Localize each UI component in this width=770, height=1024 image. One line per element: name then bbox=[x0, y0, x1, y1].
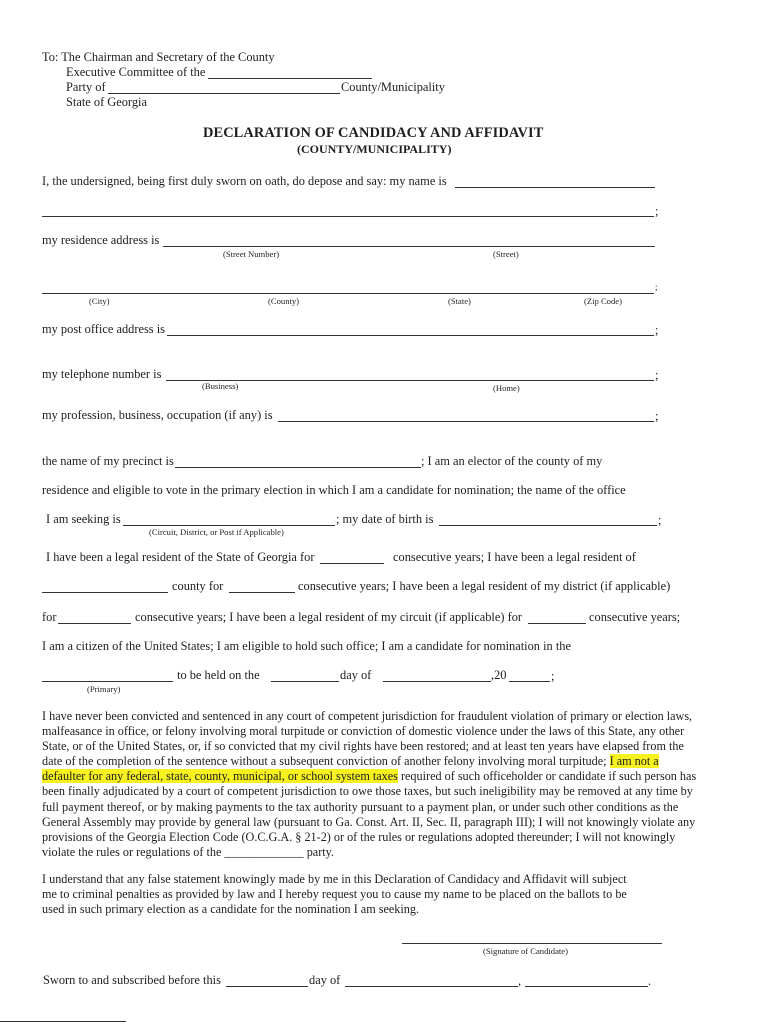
day-of-label: day of bbox=[340, 668, 372, 682]
county-years-field[interactable] bbox=[229, 592, 295, 593]
county-for-label: county for bbox=[172, 579, 224, 593]
name-continuation-field[interactable] bbox=[42, 216, 654, 217]
state-caption: (State) bbox=[448, 296, 471, 306]
semicolon: ; bbox=[655, 409, 659, 423]
precinct-label: the name of my precinct is bbox=[42, 454, 174, 468]
sworn-label: Sworn to and subscribed before this bbox=[43, 973, 221, 987]
telephone-field[interactable] bbox=[166, 380, 654, 381]
elector-text: ; I am an elector of the county of my bbox=[421, 454, 603, 468]
district-years-field[interactable] bbox=[58, 623, 131, 624]
footer-rule bbox=[0, 1021, 126, 1022]
eligibility-text-part2: required of such officeholder or candidate if such person has been finally adjudicated by a court of competent jurisdiction to owe those taxes, but such ineligibility may be removed at any time by full payment thereof, or by making payments to the tax authority pursuant to a payment plan, or under such other conditions as the General Assembly may provide by general law (pursuant to Ga. Const. Art. II, Sec. II, paragraph III); I will not knowingly violate any provisions of the Georgia Election Code (O.C.G.A. § 21-2) or of the rules or regulations adopted thereunder; I will not knowingly violate the rules or regulations of the bbox=[42, 769, 697, 859]
circuit-residence-text: consecutive years; I have been a legal resident of my circuit (if applicable) for bbox=[135, 610, 523, 624]
zip-code-caption: (Zip Code) bbox=[584, 296, 622, 306]
date-of-birth-field[interactable] bbox=[439, 525, 657, 526]
consecutive-years-text: consecutive years; bbox=[589, 610, 681, 624]
signature-field[interactable] bbox=[402, 943, 662, 944]
residence-address-field[interactable] bbox=[163, 246, 655, 247]
eligibility-text-part1: I have never been convicted and sentenced in any court of competent jurisdiction for fraudulent violation of primary or election laws, malfeasance in office, or felony involving moral turpitude or conviction of domestic violence under the laws of this State, any other State, or of the United States, or, if so convicted that my civil rights have been restored; and at least ten years have elapsed from the date of the completion of the sentence without a subsequent conviction of another felony involving moral turpitude; bbox=[42, 709, 693, 769]
primary-field[interactable] bbox=[42, 681, 173, 682]
profession-field[interactable] bbox=[278, 421, 654, 422]
home-caption: (Home) bbox=[493, 383, 520, 393]
post-office-label: my post office address is bbox=[42, 322, 165, 336]
for-label: for bbox=[42, 610, 57, 624]
party-blank[interactable]: _____________ bbox=[224, 844, 304, 859]
held-year-field[interactable] bbox=[509, 681, 550, 682]
legal-resident-of-text: consecutive years; I have been a legal resident of bbox=[393, 550, 636, 564]
telephone-label: my telephone number is bbox=[42, 367, 162, 381]
state-label: State of Georgia bbox=[66, 95, 147, 109]
semicolon: ; bbox=[655, 368, 659, 382]
page-title: DECLARATION OF CANDIDACY AND AFFIDAVIT bbox=[203, 125, 544, 141]
business-caption: (Business) bbox=[202, 381, 239, 391]
executive-committee-field[interactable] bbox=[208, 78, 372, 79]
sworn-comma: , bbox=[518, 974, 522, 988]
city-county-state-zip-field[interactable] bbox=[42, 293, 654, 294]
held-month-field[interactable] bbox=[383, 681, 491, 682]
county-caption: (County) bbox=[268, 296, 300, 306]
sworn-period: . bbox=[648, 974, 652, 988]
false-statement-paragraph: I understand that any false statement knowingly made by me in this Declaration of Candidacy and Affidavit will subject me to criminal penalties as provided by law and I hereby request you to cause my name to be placed on the ballots to be used in such primary election as a candidate for the nomination I am seeking. bbox=[42, 872, 627, 917]
sworn-month-field[interactable] bbox=[345, 986, 518, 987]
tax-default-highlight: I am not a defaulter for any federal, state, county, municipal, or school system taxes bbox=[42, 754, 659, 784]
addressee-line: To: The Chairman and Secretary of the County bbox=[42, 50, 275, 64]
semicolon: ; bbox=[658, 513, 662, 527]
date-of-birth-label: ; my date of birth is bbox=[336, 512, 434, 526]
eligibility-paragraph bbox=[42, 709, 702, 860]
precinct-field[interactable] bbox=[175, 467, 421, 468]
semicolon: ; bbox=[551, 669, 555, 683]
name-field[interactable] bbox=[455, 187, 655, 188]
county-name-field[interactable] bbox=[42, 592, 168, 593]
office-seeking-caption: (Circuit, District, or Post if Applicable) bbox=[149, 527, 284, 537]
residence-address-label: my residence address is bbox=[42, 233, 160, 247]
eligibility-text-part3: party. bbox=[306, 844, 334, 859]
party-field[interactable] bbox=[108, 93, 340, 94]
oath-intro-text: I, the undersigned, being first duly sworn on oath, do depose and say: my name is bbox=[42, 174, 447, 188]
primary-caption: (Primary) bbox=[87, 684, 121, 694]
semicolon: ; bbox=[655, 323, 659, 337]
post-office-field[interactable] bbox=[167, 335, 654, 336]
sworn-day-of-label: day of bbox=[309, 973, 341, 987]
page-subtitle: (COUNTY/MUNICIPALITY) bbox=[297, 142, 452, 156]
residence-eligible-text: residence and eligible to vote in the primary election in which I am a candidate for nomination; the name of the office bbox=[42, 483, 626, 497]
to-be-held-label: to be held on the bbox=[177, 668, 260, 682]
circuit-years-field[interactable] bbox=[528, 623, 586, 624]
office-seeking-field[interactable] bbox=[123, 525, 335, 526]
year-prefix: ,20 bbox=[491, 668, 507, 682]
city-caption: (City) bbox=[89, 296, 110, 306]
street-number-caption: (Street Number) bbox=[223, 249, 280, 259]
held-day-field[interactable] bbox=[271, 681, 339, 682]
sworn-day-field[interactable] bbox=[226, 986, 308, 987]
citizen-text: I am a citizen of the United States; I am eligible to hold such office; I am a candidate for nomination in the bbox=[42, 639, 571, 653]
street-caption: (Street) bbox=[493, 249, 519, 259]
semicolon: ; bbox=[655, 204, 659, 218]
party-of-label: Party of bbox=[66, 80, 106, 94]
legal-resident-state-text: I have been a legal resident of the State of Georgia for bbox=[46, 550, 315, 564]
sworn-year-field[interactable] bbox=[525, 986, 648, 987]
executive-committee-label: Executive Committee of the bbox=[66, 65, 206, 79]
county-municipality-label: County/Municipality bbox=[341, 80, 445, 94]
district-residence-text: consecutive years; I have been a legal resident of my district (if applicable) bbox=[298, 579, 671, 593]
signature-caption: (Signature of Candidate) bbox=[483, 946, 568, 956]
semicolon: ; bbox=[655, 282, 658, 292]
office-seeking-label: I am seeking is bbox=[46, 512, 121, 526]
state-years-field[interactable] bbox=[320, 563, 384, 564]
profession-label: my profession, business, occupation (if any) is bbox=[42, 408, 273, 422]
